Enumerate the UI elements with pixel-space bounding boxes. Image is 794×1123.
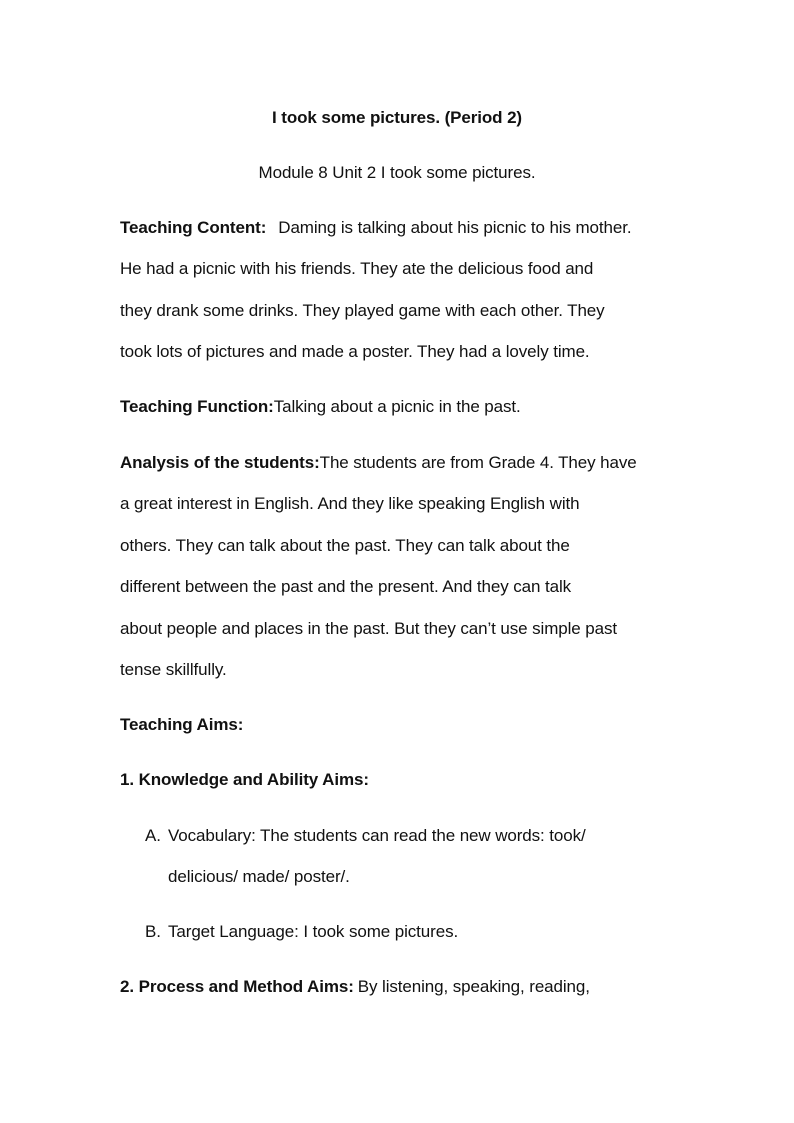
analysis-line: different between the past and the present. And they can talk <box>120 577 572 596</box>
process-aims-heading: 2. Process and Method Aims: <box>120 977 354 996</box>
process-aims-text: By listening, speaking, reading, <box>357 977 590 996</box>
teaching-function-paragraph <box>120 396 521 418</box>
vocabulary-aim-line: Vocabulary: The students can read the new words: took/ <box>168 826 586 845</box>
teaching-function-text: Talking about a picnic in the past. <box>273 397 521 416</box>
teaching-content-line: took lots of pictures and made a poster. They had a lovely time. <box>120 342 590 361</box>
document-title: I took some pictures. (Period 2) <box>272 108 522 127</box>
list-item-letter: B. <box>145 922 161 941</box>
teaching-content-line: they drank some drinks. They played game with each other. They <box>120 301 605 320</box>
teaching-content-text: Daming is talking about his picnic to his mother. <box>278 218 632 237</box>
analysis-line: others. They can talk about the past. They can talk about the <box>120 536 570 555</box>
vocabulary-aim-line: delicious/ made/ poster/. <box>168 867 350 886</box>
teaching-content-paragraph <box>120 217 632 239</box>
process-aims-paragraph <box>120 976 590 998</box>
teaching-aims-heading: Teaching Aims: <box>120 715 244 734</box>
teaching-content-label: Teaching Content: <box>120 218 267 237</box>
analysis-paragraph <box>120 452 637 474</box>
teaching-function-label: Teaching Function: <box>120 397 274 416</box>
analysis-line: a great interest in English. And they like speaking English with <box>120 494 580 513</box>
analysis-label: Analysis of the students: <box>120 453 320 472</box>
target-language-aim-line: Target Language: I took some pictures. <box>168 922 459 941</box>
list-item-letter: A. <box>145 826 161 845</box>
analysis-line: tense skillfully. <box>120 660 227 679</box>
analysis-text: The students are from Grade 4. They have <box>319 453 637 472</box>
document-subtitle: Module 8 Unit 2 I took some pictures. <box>258 163 536 182</box>
knowledge-aims-heading: 1. Knowledge and Ability Aims: <box>120 770 369 789</box>
teaching-content-line: He had a picnic with his friends. They ate the delicious food and <box>120 259 594 278</box>
analysis-line: about people and places in the past. But they can’t use simple past <box>120 619 618 638</box>
